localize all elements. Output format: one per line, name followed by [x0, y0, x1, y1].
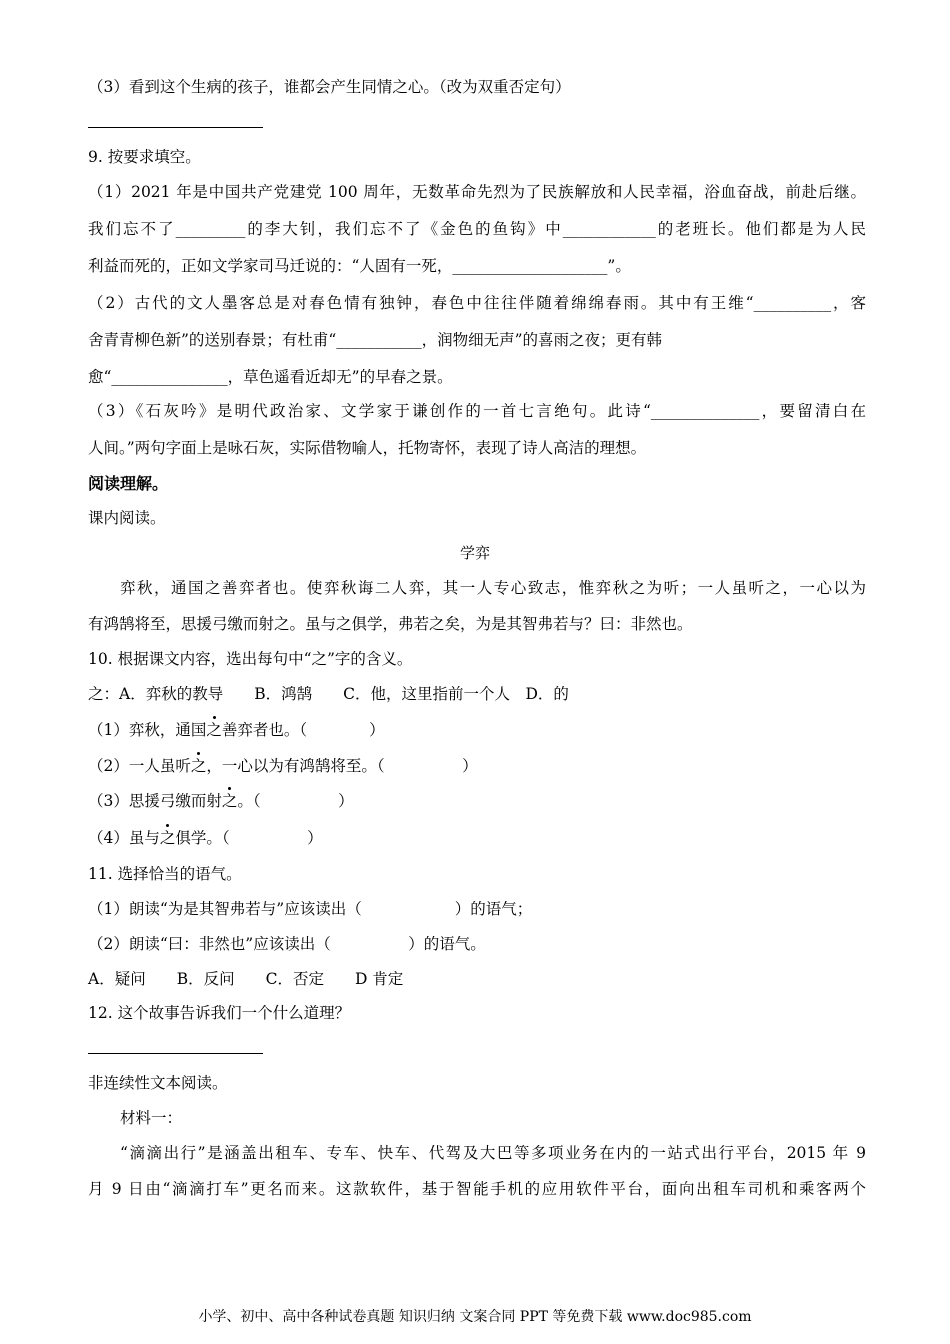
q11-item-2: （2）朗读“曰：非然也”应该读出（ ）的语气。	[88, 935, 486, 953]
q11-item-1: （1）朗读“为是其智弗若与”应该读出（ ）的语气；	[88, 900, 533, 918]
q9-stem: 9. 按要求填空。	[88, 148, 201, 166]
q9-line-4: （2）古代的文人墨客总是对春色情有独钟，春色中往往伴随着绵绵春雨。其中有王维“__________，客	[88, 294, 866, 312]
passage-line-1: 弈秋，通国之善弈者也。使弈秋诲二人弈，其一人专心致志，惟弈秋之为听；一人虽听之，一心以为	[120, 579, 866, 597]
q9-line-6: 愈“_______________，草色遥看近却无”的早春之景。	[88, 368, 453, 386]
emphasis-dot-char: 之	[159, 829, 176, 847]
emphasis-dot-char: 之	[221, 792, 238, 810]
page-footer: 小学、初中、高中各种试卷真题 知识归纳 文案合同 PPT 等免费下载 www.doc985.com	[198, 1309, 752, 1325]
material-line-2: 月 9 日由“滴滴打车”更名而来。这款软件，基于智能手机的应用软件平台，面向出租车司机和乘客两个	[88, 1180, 866, 1198]
reading-subheading: 课内阅读。	[88, 509, 166, 527]
q12-stem: 12. 这个故事告诉我们一个什么道理？	[88, 1004, 351, 1022]
q11-stem: 11. 选择恰当的语气。	[88, 865, 242, 883]
reading-heading: 阅读理解。	[88, 474, 169, 493]
emphasis-dot-char: 之	[190, 757, 207, 775]
q9-line-1: （1）2021 年是中国共产党建党 100 周年，无数革命先烈为了民族解放和人民幸福，浴血奋战，前赴后继。	[88, 183, 866, 201]
answer-line-q8	[88, 127, 263, 128]
q10-item-3	[88, 790, 866, 812]
q10-item-2-text: （2）一人虽听	[88, 757, 191, 775]
q10-item-3-answer: 。（ ）	[237, 792, 354, 810]
nonlinear-heading: 非连续性文本阅读。	[88, 1074, 228, 1092]
q10-stem: 10. 根据课文内容，选出每句中“之”字的含义。	[88, 650, 413, 668]
material-line-1: “滴滴出行”是涵盖出租车、专车、快车、代驾及大巴等多项业务在内的一站式出行平台，2015 年 9	[120, 1144, 866, 1162]
q9-line-8: 人间。”两句字面上是咏石灰，实际借物喻人，托物寄怀，表现了诗人高洁的理想。	[88, 439, 647, 457]
q10-options: 之：A．弈秋的教导 B．鸿鹄 C．他，这里指前一个人 D．的	[88, 685, 569, 703]
q10-item-2	[88, 755, 866, 777]
emphasis-dot-char: 之	[206, 721, 222, 739]
passage-line-2: 有鸿鹄将至，思援弓缴而射之。虽与之俱学，弗若之矣，为是其智弗若与？曰：非然也。	[88, 615, 693, 633]
q10-item-4	[88, 827, 866, 849]
answer-line-q12	[88, 1053, 263, 1054]
q10-item-3-text: （3）思援弓缴而射	[88, 792, 222, 810]
q10-item-2-answer: ，一心以为有鸿鹄将至。（ ）	[206, 757, 478, 775]
q9-line-2: 我们忘不了_________的李大钊，我们忘不了《金色的鱼钩》中____________的老班长。他们都是为人民	[88, 220, 866, 238]
q10-item-4-text: （4）虽与	[88, 829, 160, 847]
q8-item-3: （3）看到这个生病的孩子，谁都会产生同情之心。（改为双重否定句）	[88, 78, 571, 96]
q10-item-1	[88, 719, 866, 741]
q9-line-3: 利益而死的，正如文学家司马迁说的：“人固有一死，____________________”。	[88, 257, 631, 275]
q10-item-1-answer: 善弈者也。（ ）	[221, 721, 385, 739]
q9-line-7: （3）《石灰吟》是明代政治家、文学家于谦创作的一首七言绝句。此诗“______________，要留清白在	[88, 402, 866, 420]
material-label: 材料一：	[120, 1109, 183, 1127]
q10-item-4-answer: 俱学。（ ）	[175, 829, 323, 847]
q10-item-1-text: （1）弈秋，通国	[88, 721, 207, 739]
q9-line-5: 舍青青柳色新”的送别春景；有杜甫“___________，润物细无声”的喜雨之夜；更有韩	[88, 331, 663, 349]
q11-options: A．疑问 B．反问 C．否定 D 肯定	[88, 970, 404, 988]
passage-title: 学弈	[459, 544, 490, 562]
